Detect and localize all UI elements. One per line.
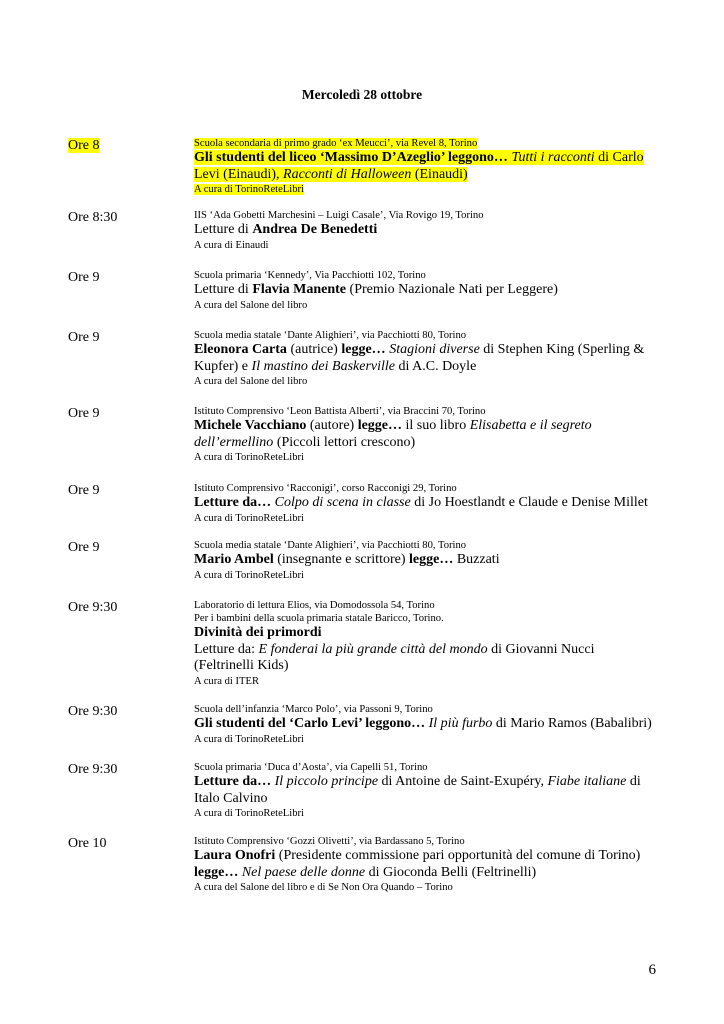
entry-time: Ore 9 bbox=[68, 483, 100, 498]
description-segment: Il mastino dei Baskerville bbox=[251, 358, 395, 374]
entry-heading: Divinità dei primordi bbox=[194, 625, 322, 640]
entry-description bbox=[194, 716, 656, 733]
description-segment: di Antoine de Saint-Exupéry, bbox=[378, 774, 548, 789]
description-segment: legge… bbox=[357, 418, 406, 433]
description-segment: legge… bbox=[194, 864, 242, 880]
entry-description bbox=[194, 552, 656, 569]
entry-venue: Scuola secondaria di primo grado ‘ex Meucci’, via Revel 8, Torino bbox=[194, 138, 478, 149]
entry-venue: Scuola media statale ‘Dante Alighieri’, via Pacchiotti 80, Torino bbox=[194, 330, 467, 341]
description-segment: Fiabe italiane bbox=[547, 774, 627, 789]
description-segment: (Premio Nazionale Nati per Leggere) bbox=[346, 282, 558, 297]
entry-venue-note: Per i bambini della scuola primaria statale Baricco, Torino. bbox=[194, 613, 444, 624]
entry-venue: Istituto Comprensivo ‘Gozzi Olivetti’, via Bardassano 5, Torino bbox=[194, 836, 465, 847]
entry-description bbox=[194, 774, 656, 807]
description-segment: Andrea De Benedetti bbox=[252, 222, 378, 237]
description-segment: di Mario Ramos (Babalibri) bbox=[492, 716, 652, 731]
entry-time: Ore 9:30 bbox=[68, 704, 118, 719]
entry-credit: A cura di TorinoReteLibri bbox=[194, 733, 304, 745]
entry-venue: Istituto Comprensivo ‘Racconigi’, corso Racconigi 29, Torino bbox=[194, 483, 457, 494]
description-segment: Letture di bbox=[194, 222, 253, 237]
entry-credit: A cura di TorinoReteLibri bbox=[194, 569, 304, 581]
description-segment: (autrice) bbox=[286, 342, 342, 357]
description-segment: Flavia Manente bbox=[252, 282, 347, 297]
entry-time: Ore 9 bbox=[68, 540, 100, 555]
entry-venue: Scuola dell’infanzia ‘Marco Polo’, via Passoni 9, Torino bbox=[194, 704, 433, 715]
entry-time: Ore 9 bbox=[68, 270, 100, 285]
description-segment: Letture da… bbox=[194, 774, 275, 789]
page-title: Mercoledì 28 ottobre bbox=[301, 87, 423, 102]
entry-time: Ore 8:30 bbox=[68, 210, 118, 225]
description-segment: di A.C. Doyle bbox=[395, 358, 477, 374]
page-number: 6 bbox=[648, 962, 656, 978]
entry-venue: IIS ‘Ada Gobetti Marchesini – Luigi Casale’, Via Rovigo 19, Torino bbox=[194, 210, 484, 221]
description-segment: (autore) bbox=[306, 418, 358, 433]
entry-time: Ore 8 bbox=[68, 138, 100, 153]
entry-credit: A cura del Salone del libro bbox=[194, 376, 308, 387]
description-segment: (Piccoli lettori crescono) bbox=[273, 434, 416, 450]
entry-time: Ore 9 bbox=[68, 330, 100, 345]
description-segment: Eleonora Carta bbox=[194, 342, 287, 357]
description-segment: legge… bbox=[341, 342, 390, 357]
entry-time: Ore 9:30 bbox=[68, 600, 118, 615]
entry-time: Ore 9:30 bbox=[68, 762, 118, 777]
description-segment: Tutti i racconti bbox=[511, 150, 595, 165]
description-segment: di Carlo Levi (Einaudi), bbox=[194, 150, 644, 182]
description-segment: di Giovanni Nucci (Feltrinelli Kids) bbox=[194, 641, 595, 673]
description-segment: (Einaudi) bbox=[411, 166, 468, 182]
entry-venue: Scuola primaria ‘Kennedy’, Via Pacchiotti 102, Torino bbox=[194, 270, 426, 281]
entry-description bbox=[194, 342, 656, 375]
entry-description bbox=[194, 282, 656, 299]
entry-venue: Laboratorio di lettura Elios, via Domodossola 54, Torino bbox=[194, 600, 435, 611]
entry-venue: Istituto Comprensivo ‘Leon Battista Alberti’, via Braccini 70, Torino bbox=[194, 406, 486, 417]
entry-description bbox=[194, 848, 656, 881]
description-segment: Elisabetta e il segreto dell’ermellino bbox=[194, 418, 592, 450]
entry-credit: A cura di TorinoReteLibri bbox=[194, 512, 304, 524]
entry-description bbox=[194, 222, 656, 239]
description-segment: (Presidente commissione pari opportunità del comune di Torino) bbox=[275, 848, 641, 863]
entry-description bbox=[194, 418, 656, 451]
description-segment: di Jo Hoestlandt e Claude e Denise Millet bbox=[410, 495, 648, 510]
entry-venue: Scuola primaria ‘Duca d’Aosta’, via Capelli 51, Torino bbox=[194, 762, 428, 773]
description-segment: di Italo Calvino bbox=[194, 774, 641, 806]
description-segment: Il piccolo principe bbox=[274, 774, 379, 789]
entry-credit: A cura del Salone del libro bbox=[194, 299, 308, 311]
entry-time: Ore 9 bbox=[68, 406, 100, 421]
description-segment: (insegnante e scrittore) bbox=[273, 552, 409, 567]
description-segment: legge… bbox=[409, 552, 457, 567]
description-segment: Racconti di Halloween bbox=[283, 166, 412, 182]
entry-credit: A cura di TorinoReteLibri bbox=[194, 808, 304, 819]
description-segment: di Gioconda Belli (Feltrinelli) bbox=[365, 864, 537, 880]
entry-description bbox=[194, 150, 656, 183]
description-segment: Stagioni diverse bbox=[389, 342, 480, 357]
description-segment: Buzzati bbox=[456, 552, 500, 567]
description-segment: Colpo di scena in classe bbox=[274, 495, 411, 510]
entry-description bbox=[194, 642, 656, 675]
entry-credit: A cura di ITER bbox=[194, 675, 260, 687]
entry-credit: A cura del Salone del libro e di Se Non Ora Quando – Torino bbox=[194, 882, 453, 893]
description-segment: E fonderai la più grande città del mondo bbox=[258, 641, 488, 657]
description-segment: Gli studenti del ‘Carlo Levi’ leggono… bbox=[194, 716, 429, 731]
entry-credit: A cura di TorinoReteLibri bbox=[194, 184, 304, 195]
description-segment: di Stephen King (Sperling & Kupfer) e bbox=[194, 342, 645, 374]
description-segment: Letture di bbox=[194, 282, 253, 297]
description-segment: Michele Vacchiano bbox=[194, 418, 307, 433]
description-segment: Mario Ambel bbox=[194, 552, 274, 567]
entry-venue: Scuola media statale ‘Dante Alighieri’, via Pacchiotti 80, Torino bbox=[194, 540, 467, 551]
description-segment: Gli studenti del liceo ‘Massimo D’Azeglio’ leggono… bbox=[194, 150, 512, 165]
entry-description bbox=[194, 495, 656, 512]
description-segment: Nel paese delle donne bbox=[241, 864, 366, 880]
entry-time: Ore 10 bbox=[68, 836, 107, 851]
entry-credit: A cura di TorinoReteLibri bbox=[194, 452, 304, 463]
description-segment: Letture da… bbox=[194, 495, 275, 510]
description-segment: Laura Onofri bbox=[194, 848, 276, 863]
entry-credit: A cura di Einaudi bbox=[194, 239, 269, 251]
description-segment: il suo libro bbox=[405, 418, 470, 433]
description-segment: Letture da: bbox=[194, 641, 259, 657]
description-segment: Il più furbo bbox=[428, 716, 493, 731]
